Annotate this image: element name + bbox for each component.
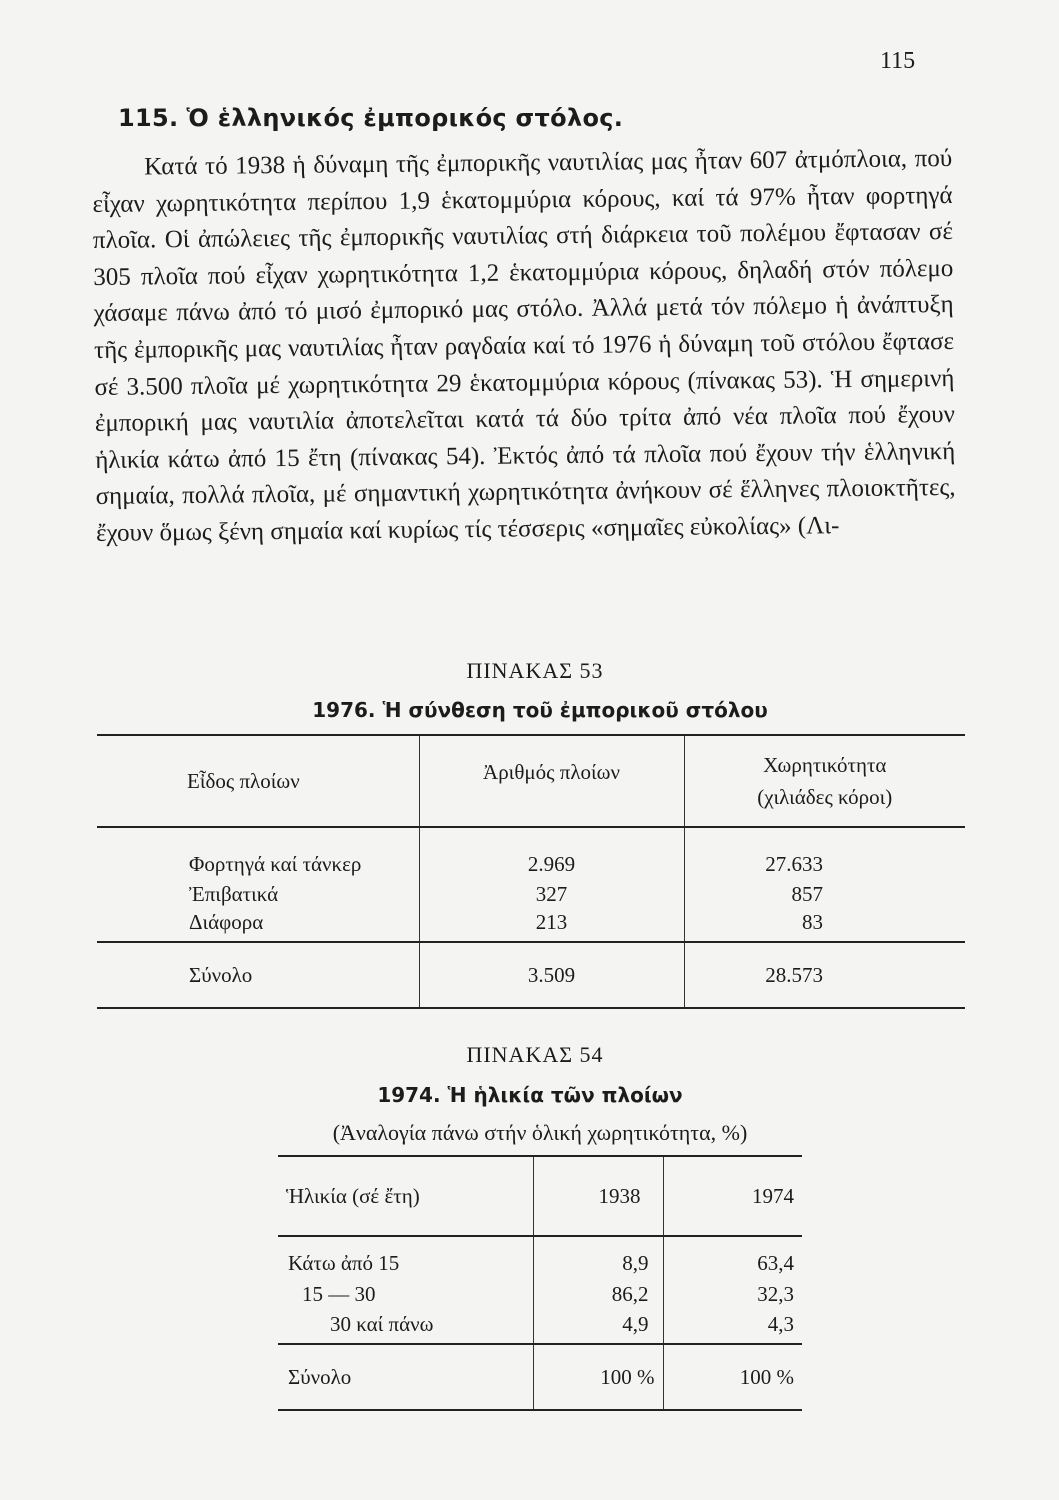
table54-row-label: Κάτω ἀπό 15 bbox=[288, 1251, 400, 1275]
table53-header-capacity-line2: (χιλιάδες κόροι) bbox=[757, 785, 893, 809]
table53-header-row bbox=[97, 735, 965, 827]
table53-row-capacity: 27.633 bbox=[684, 849, 965, 879]
table54-row-1974: 32,3 bbox=[663, 1279, 802, 1310]
table54-row-1938: 86,2 bbox=[533, 1279, 663, 1310]
table53-row-capacity: 83 bbox=[684, 909, 965, 942]
section-title: Ὁ ἑλληνικός ἐμπορικός στόλος. bbox=[186, 104, 624, 132]
table53-total-capacity: 28.573 bbox=[684, 942, 965, 1008]
page-number: 115 bbox=[880, 48, 916, 74]
table53-total-label: Σύνολο bbox=[189, 962, 253, 987]
table53-row-count: 327 bbox=[419, 879, 684, 909]
table53 bbox=[97, 734, 965, 1009]
table53-total-row bbox=[97, 942, 965, 1008]
table54-row-1974: 4,3 bbox=[663, 1310, 802, 1344]
table53-title: 1976. Ἡ σύνθεση τοῦ ἐμπορικοῦ στόλου bbox=[312, 698, 768, 722]
table53-row-label: Διάφορα bbox=[189, 910, 264, 934]
section-heading bbox=[118, 104, 631, 132]
table53-header-capacity-line1: Χωρητικότητα bbox=[763, 753, 887, 777]
table53-row-capacity: 857 bbox=[684, 879, 965, 909]
table-row bbox=[278, 1279, 802, 1310]
table54-row-1974: 63,4 bbox=[663, 1248, 802, 1279]
table54-caption: ΠΙΝΑΚΑΣ 54 bbox=[466, 1042, 604, 1067]
table54-row-label: 15 — 30 bbox=[302, 1282, 376, 1306]
table53-total-count: 3.509 bbox=[419, 942, 684, 1008]
table53-row-count: 2.969 bbox=[419, 849, 684, 879]
table54-total-row bbox=[278, 1344, 802, 1410]
section-number: 115. bbox=[118, 104, 179, 132]
table-row bbox=[97, 849, 965, 879]
table54-row-1938: 4,9 bbox=[533, 1310, 663, 1344]
table53-row-label: Ἐπιβατικά bbox=[189, 881, 279, 906]
table53-caption: ΠΙΝΑΚΑΣ 53 bbox=[466, 658, 604, 683]
table53-header-type: Εἶδος πλοίων bbox=[97, 735, 419, 827]
table53-header-capacity bbox=[684, 735, 965, 827]
table53-header-count: Ἀριθμός πλοίων bbox=[419, 735, 684, 827]
table-row bbox=[97, 909, 965, 942]
table54-header-1974: 1974 bbox=[663, 1156, 802, 1236]
table54-header-1938: 1938 bbox=[533, 1156, 663, 1236]
table-row bbox=[97, 879, 965, 909]
table53-row-label: Φορτηγά καί τάνκερ bbox=[189, 851, 362, 876]
table-row bbox=[278, 1310, 802, 1344]
table54-total-1974: 100 % bbox=[663, 1344, 802, 1410]
table54-row-1938: 8,9 bbox=[533, 1248, 663, 1279]
table54-header-row bbox=[278, 1156, 802, 1236]
table-row bbox=[278, 1248, 802, 1279]
table53-row-count: 213 bbox=[419, 909, 684, 942]
body-paragraph: Κατά τό 1938 ἡ δύναμη τῆς ἐμπορικῆς ναυτιλίας μας ἦταν 607 ἀτμόπλοια, πού εἶχαν χωρητικότητα περίπου 1,9 ἑκατομμύρια κόρους, καί τά 97% ἦταν φορτηγά πλοῖα. Οἱ ἀπώλειες τῆς ἐμπορικῆς ναυτιλίας στή διάρκεια τοῦ πολέμου ἔφτασαν σέ 305 πλοῖα πού εἶχαν χωρητικότητα 1,2 ἑκατομμύρια κόρους, δηλαδή στόν πόλεμο χάσαμε πάνω ἀπό τό μισό ἐμπορικό μας στόλο. Ἀλλά μετά τόν πόλεμο ἡ ἀνάπτυξη τῆς ἐμπορικῆς μας ναυτιλίας ἦταν ραγδαία καί τό 1976 ἡ δύναμη τοῦ στόλου ἔφτασε σέ 3.500 πλοῖα μέ χωρητικότητα 29 ἑκατομμύρια κόρους (πίνακας 53). Ἡ σημερινή ἐμπορική μας ναυτιλία ἀποτελεῖται κατά τά δύο τρίτα ἀπό νέα πλοῖα πού ἔχουν ἡλικία κάτω ἀπό 15 ἔτη (πίνακας 54). Ἐκτός ἀπό τά πλοῖα πού ἔχουν τήν ἑλληνική σημαία, πολλά πλοῖα, μέ σημαντική χωρητικότητα ἀνήκουν σέ ἕλληνες πλοιοκτῆτες, ἔχουν ὅμως ξένη σημαία καί κυρίως τίς τέσσερις «σημαῖες εὐκολίας» (Λι- bbox=[92, 144, 956, 547]
table54-subtitle: (Ἀναλογία πάνω στήν ὁλική χωρητικότητα, %) bbox=[332, 1120, 748, 1145]
table54-title: 1974. Ἡ ἡλικία τῶν πλοίων bbox=[377, 1083, 683, 1107]
table54 bbox=[278, 1155, 802, 1411]
table54-total-label: Σύνολο bbox=[288, 1364, 352, 1389]
table54-total-1938: 100 % bbox=[533, 1344, 663, 1410]
table54-header-age: Ἡλικία (σέ ἔτη) bbox=[278, 1156, 533, 1236]
table54-row-label: 30 καί πάνω bbox=[330, 1311, 434, 1336]
